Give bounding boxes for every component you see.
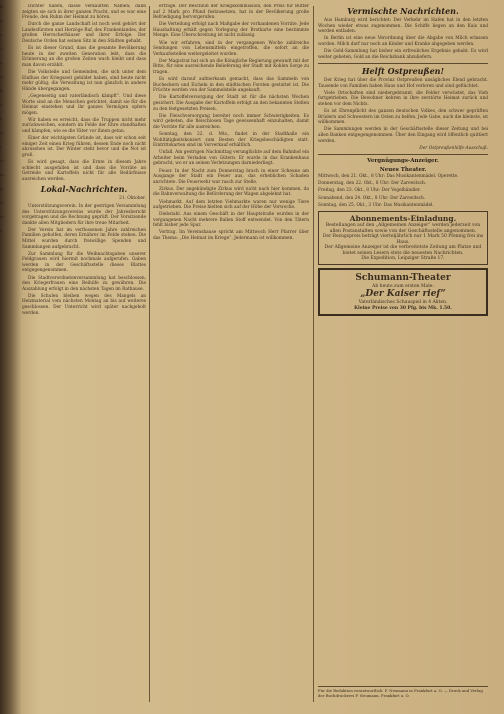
event-item: Sonnabend, den 24. Okt., 8 Uhr: Der Zarewitsch. xyxy=(318,195,426,201)
middle-column xyxy=(153,4,309,704)
paragraph: Viehmarkt. Auf dem letzten Viehmarkte waren nur wenige Tiere aufgetrieben. Die Preise hielten sich auf der Höhe der Vorwoche. xyxy=(153,199,309,211)
binding-edge xyxy=(0,0,20,714)
local-news-paragraphs xyxy=(22,204,146,316)
paragraph: Es wird darauf aufmerksam gemacht, dass das Sammeln von Bucheckern und Eicheln in den städtischen Forsten gestattet ist. Die Früchte werden von der Sammelstelle angekauft. xyxy=(153,77,309,94)
events-list xyxy=(318,174,488,208)
ad-line: Bestellungen auf den „Allgemeinen Anzeiger“ werden jederzeit von allen Postanstalten sowie von der Geschäftsstelle angenommen. xyxy=(325,223,481,234)
subscription-ad-text xyxy=(321,223,485,262)
paragraph: Diebstahl. Aus einem Geschäft in der Hauptstraße wurden in der vergangenen Nacht mehrere Ballen Stoff entwendet. Von den Tätern fehlt bisher jede Spur. xyxy=(153,212,309,229)
paragraph: Zirkus. Der angekündigte Zirkus wird nicht nach hier kommen, da die Bahnverwaltung die Beförderung der Wagen abgelehnt hat. xyxy=(153,186,309,198)
imprint-footer: Für die Redaktion verantwortlich: F. Neumann in Frankfurt a. O. — Druck und Verlag der Buchdruckerei F. Neumann, Frankfurt a. O. xyxy=(318,686,488,699)
edge-fragment: t. xyxy=(0,116,3,121)
paragraph: Die Fleischversorgung bereitet noch immer Schwierigkeiten. Es wird gebeten, die fleischlosen Tage gewissenhaft einzuhalten, damit die Vorräte für alle ausreichen. xyxy=(153,113,309,130)
paragraph: Es ist Ehrenpflicht des ganzen deutschen Volkes, den schwer geprüften Brüdern und Schwestern im Osten zu helfen. Jede Gabe, auch die kleinste, ist willkommen. xyxy=(318,109,488,126)
paragraph: Die Stadtverordnetenversammlung hat beschlossen, den Kriegerfrauen eine Beihilfe zu gewähren. Die Auszahlung erfolgt in den nächsten Tagen im Rathause. xyxy=(22,275,146,292)
film-title: „Der Kaiser rief“ xyxy=(360,289,446,300)
paragraph: Einer der wichtigsten Gründe ist, dass wir schon seit einiger Zeit einen Krieg führen, dessen Ende noch nicht abzusehen ist. Der Winter steht bevor und die Not ist groß. xyxy=(22,136,146,158)
paragraph: Der Verein hat im verflossenen Jahre zahlreichen Familien geholfen, deren Ernährer im Felde stehen. Die Mittel wurden durch freiwillige Spenden und Sammlungen aufgebracht. xyxy=(22,227,146,250)
theater-name: Schumann-Theater xyxy=(355,272,451,283)
events-subheading: Neues Theater. xyxy=(379,166,427,173)
local-news-date: 21. Oktober. xyxy=(119,196,146,202)
edge-fragment: x. xyxy=(0,18,4,23)
local-news-heading: Lokal-Nachrichten. xyxy=(40,184,128,195)
paragraph: Die Kartoffelversorgung der Stadt ist für die nächsten Wochen gesichert. Die Ausgabe der Kartoffeln erfolgt an den bekannten Stellen zu den festgesetzten Preisen. xyxy=(153,95,309,112)
help-east-prussia-paragraphs xyxy=(318,78,488,144)
paragraph: „Gegenseitig und vaterländisch kämpft“. Und diese Worte sind an die Menschen gerichtet, damit sie für die Heimat einstehen und ihr ganzes Vermögen opfern mögen. xyxy=(22,93,146,116)
paragraph: Unfall. Am gestrigen Nachmittag verunglückte auf dem Bahnhof ein Arbeiter beim Verladen von Gütern. Er wurde in das Krankenhaus gebracht, wo er an seinen Verletzungen darniederliegt. xyxy=(153,150,309,167)
mixed-news-paragraphs xyxy=(318,18,488,60)
edge-fragment: k. xyxy=(0,88,4,93)
subscription-ad-title: Abonnements-Einladung. xyxy=(349,214,457,224)
ticket-prices: Kleine Preise von 30 Pfg. bis Mk. 1.50. xyxy=(354,305,452,311)
event-item: Sonntag, den 25. Okt., 3 Uhr: Das Musikantenmädel. xyxy=(318,202,434,208)
paragraph: Die Sammlungen werden in der Geschäftsstelle dieser Zeitung und bei allen Banken entgegengenommen. Über den Eingang wird öffentlich quittiert werden. xyxy=(318,127,488,144)
edge-fragment: bi xyxy=(0,214,4,219)
theater-intro: Ab heute zum ersten Male: xyxy=(372,283,434,289)
paragraph: Es wird gesagt, dass die Ernte in diesem Jahre schlecht ausgefallen ist und dass die Vorräte an Getreide und Kartoffeln nicht für alle Bedürfnisse ausreichen werden. xyxy=(22,159,146,182)
divider xyxy=(318,63,488,64)
left-paragraphs xyxy=(22,4,146,182)
committee-signature: Der Ostpreußenhilfe-Ausschuß. xyxy=(419,145,488,151)
paragraph: ertrage. Der Beschluß der Kriegskommission, den Preis für Butter auf 2 Mark pro Pfund festzusetzen, hat in der Bevölkerung große Befriedigung hervorgerufen. xyxy=(153,4,309,21)
column-rule xyxy=(313,6,314,702)
paragraph: Die Verteilung erfolgt nach Maßgabe der vorhandenen Vorräte. Jede Haushaltung erhält gegen Vorlegung der Brotkarte eine bestimmte Menge. Eine Überschreitung ist nicht zulässig. xyxy=(153,22,309,39)
paragraph: Unterstützungsverein. In der gestrigen Versammlung des Unterstützungsvereins wurde der Jahresbericht vorgetragen und die Rechnung geprüft. Der Vorsitzende dankte allen Mitgliedern für ihre treue Mitarbeit. xyxy=(22,203,146,226)
paragraph: Die Gold-Sammlung hat bisher ein erfreuliches Ergebnis gehabt. Es wird weiter gebeten, Gold an die Reichsbank abzuliefern. xyxy=(318,48,488,60)
paragraph: Vortrag. Im Vereinshause spricht am Mittwoch Herr Pfarrer über das Thema: „Die Heimat im Kriege“. Jedermann ist willkommen. xyxy=(153,230,309,242)
edge-fragment: n. xyxy=(0,130,4,135)
paragraph: Zur Sammlung für die Weihnachtsgaben unserer Feldgrauen wird hiermit nochmals aufgerufen. Gaben werden in der Geschäftsstelle dieses Blattes entgegengenommen. xyxy=(22,251,146,274)
event-item: Freitag, den 23. Okt., 8 Uhr: Der Vogelhändler. xyxy=(318,188,421,194)
film-description: Vaterländisches Schauspiel in 4 Akten. xyxy=(358,300,448,306)
paragraph: Sonntag, den 22. d. Mts., findet in der Stadthalle ein Wohltätigkeitskonzert zum Besten der Kriegsbeschädigten statt. Eintrittskarten sind im Vorverkauf erhältlich. xyxy=(153,131,309,149)
edge-fragment: is. xyxy=(0,74,5,79)
divider xyxy=(318,154,488,155)
ad-line: Der Bezugspreis beträgt vierteljährlich nur 1 Mark 50 Pfennig frei ins Haus. xyxy=(322,234,484,245)
paragraph: Die Volksteile und Gemeinden, die sich unter dem Einfluss der Kriegszeit gebildet haben, sind heute nicht mehr gültig; die Verwaltung ist nun gänzlich in andere Hände übergegangen. xyxy=(22,70,146,92)
edge-fragment: ol xyxy=(0,200,4,205)
paragraph: Aus Hamburg wird berichtet: Der Verkehr im Hafen hat in den letzten Wochen wieder etwas zugenommen. Die Schiffe liegen an den Kais und werden entladen. xyxy=(318,18,488,35)
paragraph: Es ist dieser Grund, dass die gesamte Bevölkerung heute in der zweiten Generation lebt, dass die Erinnerung an die großen Zeiten wach bleibt und dass man davon erzählt. xyxy=(22,46,146,68)
edge-fragment: el xyxy=(0,158,4,163)
help-east-prussia-heading: Helft Ostpreußen! xyxy=(362,66,444,77)
paragraph: Dichter haben, dasse verkauften Namen; dann zeigten sie sich in ihrer ganzen Pracht, und es war eine Freude, den Ruhm der Heimat zu hören. xyxy=(22,4,146,21)
middle-paragraphs xyxy=(153,4,309,242)
edge-fragment: a. xyxy=(0,60,4,65)
edge-fragment: g. xyxy=(0,186,4,191)
paragraph: Die Schulen bleiben wegen des Mangels an Heizmaterial vom nächsten Montag an bis auf weiteres geschlossen. Der Unterricht wird später nachgeholt werden. xyxy=(22,293,146,316)
paragraph: In Berlin ist eine neue Verordnung über die Abgabe von Milch erlassen worden. Milch darf nur noch an Kinder und Kranke abgegeben werden. xyxy=(318,36,488,47)
event-item: Mittwoch, den 21. Okt., 8 Uhr: Das Musikantenmädel. Operette. xyxy=(318,174,459,180)
paragraph: Durch die ganze Landschaft ist noch weit gehört der Landesfürsten und Herzöge Ruf, des Frankenlandes, der großen Herrscherhäuser und ihrer Erfolge. Der Deutsche Orden hat seinen Sitz in den Städten gehabt. xyxy=(22,22,146,45)
left-column xyxy=(22,4,146,704)
events-heading: Vergnügungs-Anzeiger. xyxy=(367,158,439,165)
theater-ad xyxy=(318,268,488,317)
paragraph: Der Magistrat hat sich an die Königliche Regierung gewandt mit der Bitte, für eine ausreichende Belieferung der Stadt mit Kohlen Sorge zu tragen. xyxy=(153,58,309,76)
paragraph: Wie wir erfahren, sind in der vergangenen Woche zahlreiche Sendungen von Lebensmitteln eingetroffen, die sofort an die Verkaufsstellen weitergeleitet wurden. xyxy=(153,40,309,57)
paragraph: Wir haben es erreicht, dass die Truppen nicht mehr zurückweichen, sondern im Felde der Ehre standhalten und kämpfen, wie es die Väter vor ihnen getan. xyxy=(22,117,146,134)
subscription-ad xyxy=(318,211,488,265)
edge-fragment: 3. xyxy=(0,46,4,51)
ad-line: Die Expedition, Leipziger Straße 17. xyxy=(361,256,445,262)
event-item: Donnerstag, den 22. Okt., 8 Uhr: Der Zarewitsch. xyxy=(318,181,427,187)
mixed-news-heading: Vermischte Nachrichten. xyxy=(347,6,459,16)
edge-fragment: i. xyxy=(0,144,3,149)
column-rule xyxy=(149,6,150,702)
paragraph: Feuer. In der Nacht zum Donnerstag brach in einer Scheune am Ausgange der Stadt ein Feuer aus, das erheblichen Schaden anrichtete. Die Feuerwehr war rasch zur Stelle. xyxy=(153,168,309,185)
edge-fragment: ff. xyxy=(0,4,4,9)
right-column xyxy=(318,4,488,704)
paragraph: Viele Ortschaften sind niedergebrannt, die Felder verwüstet, das Vieh fortgetrieben. Die Bewohner kehren in ihre zerstörte Heimat zurück und stehen vor dem Nichts. xyxy=(318,90,488,108)
ad-line: Der Allgemeine Anzeiger ist die verbreitetste Zeitung am Platze und bietet seinen Lesern stets die neuesten Nachrichten. xyxy=(324,245,482,256)
paragraph: Der Krieg hat über die Provinz Ostpreußen unsägliches Elend gebracht. Tausende von Familien haben Haus und Hof verloren und sind geflüchtet. xyxy=(318,78,488,89)
edge-fragment: y. xyxy=(0,228,3,233)
edge-fragment: e. xyxy=(0,102,4,107)
edge-fragment: r. xyxy=(0,32,3,37)
edge-fragments xyxy=(0,0,20,238)
edge-fragment: m. xyxy=(0,172,6,177)
